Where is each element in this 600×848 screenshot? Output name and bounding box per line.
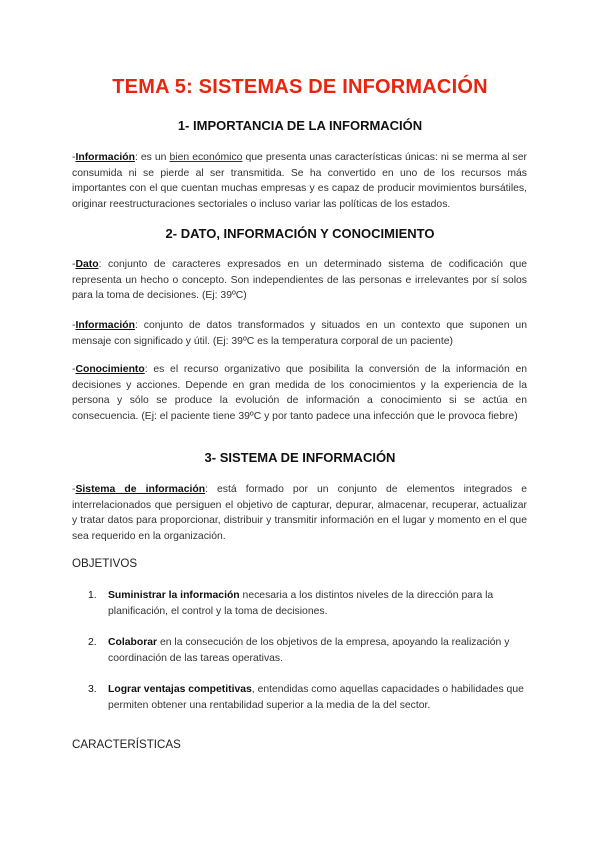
- list-item: 3. Lograr ventajas competitivas, entendidas como aquellas capacidades o habilidades que permiten obtener una rentabilidad superior a la media de la del sector.: [88, 684, 524, 711]
- section-heading-dato: 2- DATO, INFORMACIÓN Y CONOCIMIENTO: [165, 226, 435, 241]
- term-sistema-informacion: Sistema de información: [75, 484, 206, 495]
- list-item: 2. Colaborar en la consecución de los objetivos de la empresa, apoyando la realización y coordinación de las tareas operativas.: [88, 637, 510, 664]
- section-heading-sistema: 3- SISTEMA DE INFORMACIÓN: [204, 450, 396, 465]
- term-conocimiento: Conocimiento: [75, 364, 145, 375]
- paragraph-informacion-importancia: -Información: es un bien económico que presenta unas características únicas: ni se merma al ser consumida ni se pierde al ser transmitida. Se ha convertido en uno de los recursos más importantes con el que cuentan muchas empresas y es capaz de producir movimientos bursátiles, originar reestructuraciones sectoriales o incluso variar las políticas de los estados.: [72, 152, 527, 210]
- term-dato: Dato: [75, 259, 99, 270]
- objetivos-label: OBJETIVOS: [72, 557, 138, 570]
- term-bien-economico: bien económico: [169, 152, 243, 163]
- term-informacion-def: Información: [75, 320, 135, 331]
- term-informacion: Información: [75, 152, 135, 163]
- paragraph-informacion: -Información: conjunto de datos transformados y situados en un contexto que suponen un mensaje con significado y útil. (Ej: 39ºC es la temperatura corporal de un paciente): [72, 320, 527, 347]
- paragraph-sistema: -Sistema de información: está formado por un conjunto de elementos integrados e interrelacionados que persiguen el objetivo de capturar, depurar, almacenar, recuperar, actualizar y tratar datos para proporcionar, distribuir y transmitir información en el lugar y momento en el que sea requerido en la organización.: [72, 484, 527, 542]
- page-title: TEMA 5: SISTEMAS DE INFORMACIÓN: [112, 76, 488, 98]
- paragraph-conocimiento: -Conocimiento: es el recurso organizativo que posibilita la conversión de la información en decisiones y acciones. Depende en gran medida de los conocimientos y la experiencia de la persona y sólo se produce la evolución de información a conocimiento si se actúa en consecuencia. (Ej: el paciente tiene 39ºC y por tanto padece una infección que le provoca fiebre): [72, 364, 527, 422]
- caracteristicas-label: CARACTERÍSTICAS: [72, 738, 181, 751]
- section-heading-importancia: 1- IMPORTANCIA DE LA INFORMACIÓN: [177, 118, 423, 133]
- list-item: 1. Suministrar la información necesaria a los distintos niveles de la dirección para la planificación, el control y la toma de decisiones.: [88, 590, 494, 617]
- objetivos-list: [72, 588, 527, 714]
- paragraph-dato: -Dato: conjunto de caracteres expresados en un determinado sistema de codificación que representa un hecho o concepto. Son independientes de las personas e irrelevantes por sí solos para la toma de decisiones. (Ej: 39ºC): [72, 259, 527, 302]
